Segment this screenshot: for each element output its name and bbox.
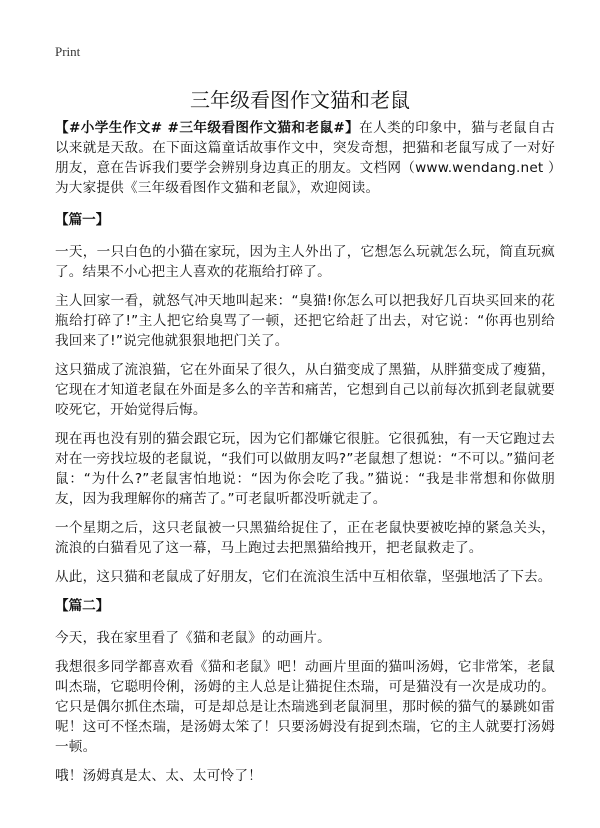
- section-heading-2: 【篇二】: [55, 598, 110, 614]
- section1-paragraph: 这只猫成了流浪猫，它在外面呆了很久，从白猫变成了黑猫，从胖猫变成了瘦猫，它现在才知道老鼠在外面是多么的辛苦和痛苦，它想到自己以前每次抓到老鼠就要咬死它，开始觉得后悔。: [55, 362, 555, 418]
- article-tags[interactable]: 【#小学生作文# #三年级看图作文猫和老鼠#】: [55, 120, 360, 136]
- intro-text: 在人类的印象中，猫与老鼠自古以来就是天敌。在下面这篇童话故事作文中，突发奇想，把猫和老鼠写成了一对好朋友，意在告诉我们要学会辨别身边真正的朋友。文档网（www.wendang.net ）为大家提供《三年级看图作文猫和老鼠》，欢迎阅读。: [55, 120, 555, 196]
- section1-paragraph: 一天，一只白色的小猫在家玩，因为主人外出了，它想怎么玩就怎么玩，简直玩疯了。结果不小心把主人喜欢的花瓶给打碎了。: [55, 244, 555, 280]
- section1-paragraph: 主人回家一看，就怒气冲天地叫起来：“臭猫!你怎么可以把我好几百块买回来的花瓶给打碎了!”主人把它给臭骂了一顿，还把它给赶了出去，对它说：“你再也别给我回来了!”说完他就狠狠地把门关了。: [55, 293, 555, 349]
- section2-paragraph: 我想很多同学都喜欢看《猫和老鼠》吧！动画片里面的猫叫汤姆，它非常笨，老鼠叫杰瑞，它聪明伶俐，汤姆的主人总是让猫捉住杰瑞，可是猫没有一次是成功的。它只是偶尔抓住杰瑞，可是却总是让杰瑞逃到老鼠洞里，那时候的猫气的暴跳如雷呢！这可不怪杰瑞，是汤姆太笨了！只要汤姆没有捉到杰瑞，它的主人就要打汤姆一顿。: [55, 659, 555, 755]
- article-title: 三年级看图作文猫和老鼠: [190, 88, 410, 112]
- section1-paragraph: 从此，这只猫和老鼠成了好朋友，它们在流浪生活中互相依靠，坚强地活了下去。: [55, 569, 552, 585]
- section2-paragraph: 哦！汤姆真是太、太、太可怜了！: [55, 768, 262, 784]
- print-link[interactable]: Print: [55, 44, 81, 59]
- section1-paragraph: 一个星期之后，这只老鼠被一只黑猫给捉住了，正在老鼠快要被吃掉的紧急关头，流浪的白猫看见了这一幕，马上跑过去把黑猫给拽开，把老鼠救走了。: [55, 520, 555, 556]
- intro-paragraph: [55, 118, 555, 198]
- article-body: [55, 118, 555, 795]
- section-heading-1: 【篇一】: [55, 212, 110, 228]
- section1-paragraph: 现在再也没有别的猫会跟它玩，因为它们都嫌它很脏。它很孤独，有一天它跑过去对在一旁找垃圾的老鼠说，“我们可以做朋友吗?”老鼠想了想说：“不可以。”猫问老鼠：“为什么?”老鼠害怕地说：“因为你会吃了我。”猫说：“我是非常想和你做朋友，因为我理解你的痛苦了。”可老鼠听都没听就走了。: [55, 431, 555, 507]
- section2-paragraph: 今天，我在家里看了《猫和老鼠》的动画片。: [55, 630, 331, 646]
